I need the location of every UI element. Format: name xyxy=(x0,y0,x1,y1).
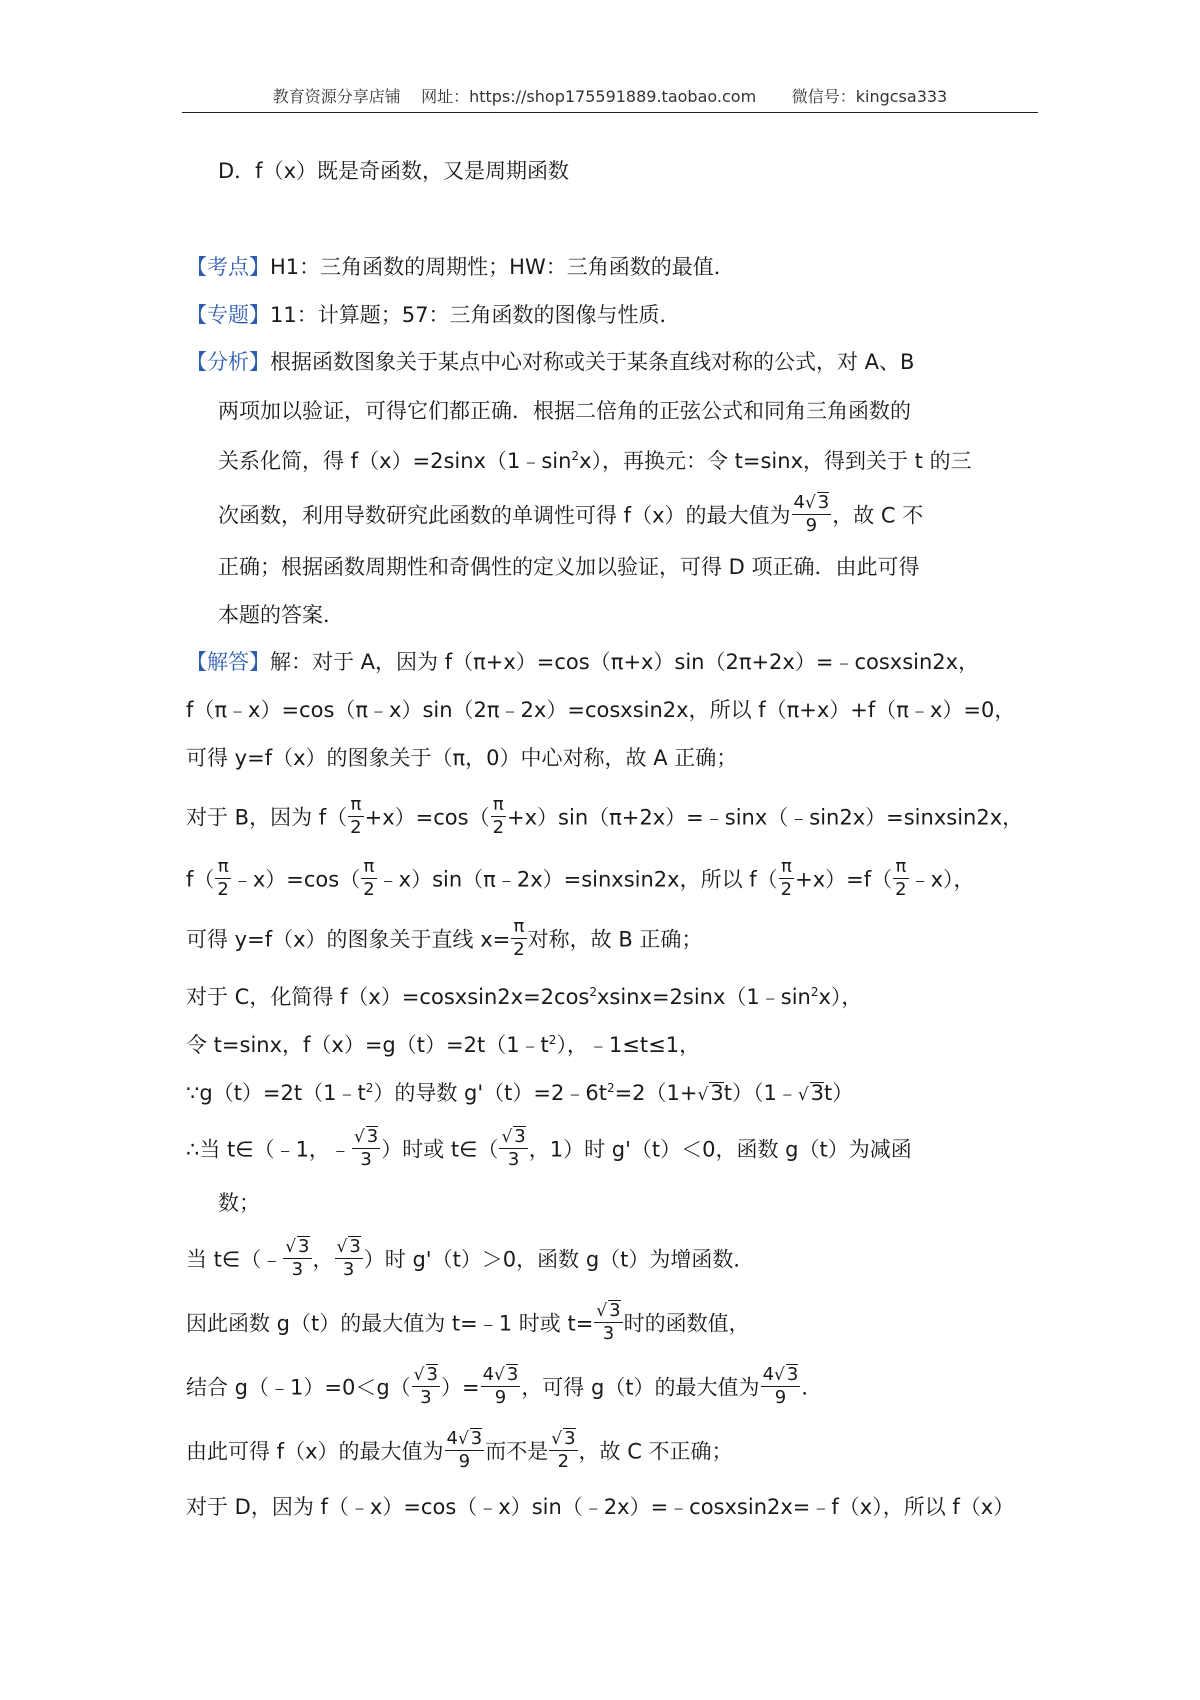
fenxi-line-6: 本题的答案． xyxy=(218,603,344,627)
math-text: 4 xyxy=(762,1364,775,1385)
math-text: 而不是 xyxy=(485,1439,549,1464)
math-text: 3 xyxy=(514,1126,526,1147)
jieda-line-16: 对于 D，因为 f（﹣x）=cos（﹣x）sin（﹣2x）=﹣cosxsin2x=﹣f（x），所以 f（x） xyxy=(186,1495,1015,1519)
jieda-line-6 xyxy=(186,918,702,963)
math-text: 3 xyxy=(710,1081,724,1105)
fenxi-line-2: 两项加以验证，可得它们都正确．根据二倍角的正弦公式和同角三角函数的 xyxy=(218,399,911,423)
fraction-pi-over-2 xyxy=(511,916,526,961)
fraction-numerator xyxy=(283,1236,311,1259)
math-text: xsinx=2sinx（1﹣sin xyxy=(597,985,811,1009)
math-text: 3 xyxy=(609,1300,621,1321)
fraction-numerator xyxy=(792,492,832,515)
math-text: 2 xyxy=(557,1451,570,1472)
math-text: ﹣x）=cos（ xyxy=(231,867,361,892)
math-text: 2 xyxy=(810,985,819,999)
math-text: 3 xyxy=(360,1149,372,1170)
fraction-numerator xyxy=(549,1428,577,1451)
fraction-root3-over-3 xyxy=(412,1364,440,1409)
page-header: 教育资源分享店铺 网址：https://shop175591889.taobao.com 微信号：kingcsa333 xyxy=(272,87,948,106)
math-text: 次函数，利用导数研究此函数的单调性可得 f（x）的最大值为 xyxy=(218,503,791,528)
math-text: 3 xyxy=(564,1428,576,1449)
kaodian-line xyxy=(186,252,735,282)
math-text: t） xyxy=(824,1081,854,1105)
math-text: 因此函数 g（t）的最大值为 t=﹣1 时或 t= xyxy=(186,1311,594,1336)
math-text: 根据函数图象关于某点中心对称或关于某条直线对称的公式，对 A、B xyxy=(270,350,915,374)
jieda-line-5 xyxy=(186,858,975,903)
fraction-pi-over-2 xyxy=(361,856,376,901)
fraction-numerator xyxy=(761,1364,801,1387)
math-text: 3 xyxy=(786,1364,799,1385)
math-text: √ xyxy=(336,1237,348,1257)
math-text: √ xyxy=(804,493,816,513)
fraction-4root3-over-9 xyxy=(445,1428,485,1473)
jieda-line-13 xyxy=(186,1302,750,1347)
math-text: 对于 C，化简得 f（x）=cosxsin2x=2cos xyxy=(186,985,590,1009)
math-text: 3 xyxy=(420,1387,432,1408)
fraction-4root3-over-9 xyxy=(481,1364,521,1409)
math-text: π xyxy=(348,794,363,817)
fraction-pi-over-2 xyxy=(348,794,363,839)
math-text: √ xyxy=(494,1365,505,1385)
fenxi-line-1 xyxy=(186,347,914,377)
math-text: ，1）时 g'（t）＜0，函数 g（t）为减函 xyxy=(528,1137,912,1162)
math-text: √ xyxy=(353,1127,365,1147)
math-text: 3 xyxy=(507,1149,520,1170)
math-text: ∴当 t∈（﹣1，﹣ xyxy=(186,1137,351,1162)
fenxi-tag: 【分析】 xyxy=(186,350,270,374)
fraction-numerator xyxy=(594,1300,622,1323)
math-text: =2（1+ xyxy=(614,1081,698,1105)
math-text: 3 xyxy=(342,1259,355,1280)
fenxi-line-4 xyxy=(218,494,923,539)
math-text: 9 xyxy=(805,515,818,536)
math-text: +x）=f（ xyxy=(795,867,893,892)
math-text: 3 xyxy=(366,1126,379,1147)
math-text: ），﹣1≤t≤1， xyxy=(556,1033,701,1057)
math-text: π xyxy=(215,856,230,879)
math-text: +x）=cos（ xyxy=(364,805,490,830)
fraction-numerator xyxy=(445,1428,485,1451)
math-text: 对称，故 B 正确； xyxy=(527,927,703,952)
fraction-pi-over-2 xyxy=(215,856,230,901)
math-text: 4 xyxy=(446,1428,458,1449)
math-text: √ xyxy=(697,1085,709,1105)
math-text: ，故 C 不 xyxy=(832,503,924,528)
math-text: 结合 g（﹣1）=0＜g（ xyxy=(186,1375,411,1400)
zhuanti-tag: 【专题】 xyxy=(186,303,270,327)
math-text: ）的导数 g'（t）=2﹣6t xyxy=(373,1081,607,1105)
jieda-line-4 xyxy=(186,796,1023,841)
fenxi-line-3 xyxy=(218,446,972,476)
fraction-root3-over-3 xyxy=(283,1236,311,1281)
math-text: √ xyxy=(501,1127,513,1147)
fraction-4root3-over-9 xyxy=(792,492,832,537)
math-text: x），再换元：令 t=sinx，得到关于 t 的三 xyxy=(579,449,972,473)
math-text: π xyxy=(511,916,526,939)
math-text: √ xyxy=(285,1237,297,1257)
zhuanti-text: 11：计算题；57：三角函数的图像与性质． xyxy=(270,303,681,327)
fraction-root3-over-3 xyxy=(594,1300,622,1345)
math-text: f（ xyxy=(186,867,215,892)
math-text: π xyxy=(361,856,376,879)
fraction-root3-over-3 xyxy=(352,1126,380,1171)
option-d: D．f（x）既是奇函数，又是周期函数 xyxy=(218,159,569,183)
math-text: ﹣x）sin（π﹣2x）=sinxsin2x，所以 f（ xyxy=(377,867,778,892)
math-text: ， xyxy=(312,1247,334,1272)
math-text: 3 xyxy=(602,1323,615,1344)
fraction-pi-over-2 xyxy=(779,856,794,901)
fraction-pi-over-2 xyxy=(893,856,908,901)
jieda-line-2: f（π﹣x）=cos（π﹣x）sin（2π﹣2x）=cosxsin2x，所以 f（π+x）+f（π﹣x）=0， xyxy=(186,698,1016,722)
zhuanti-line xyxy=(186,300,680,330)
math-text: 2 xyxy=(350,817,362,838)
math-text: ，故 C 不正确； xyxy=(578,1439,733,1464)
fraction-numerator xyxy=(499,1126,527,1149)
math-text: ）时或 t∈（ xyxy=(381,1137,499,1162)
jieda-line-15 xyxy=(186,1430,733,1475)
fraction-numerator xyxy=(481,1364,521,1387)
math-text: 3 xyxy=(349,1236,361,1257)
math-text: 2 xyxy=(589,985,597,999)
math-text: π xyxy=(491,794,506,817)
jieda-line-1 xyxy=(186,647,979,677)
jieda-line-9 xyxy=(186,1078,853,1110)
jieda-line-10 xyxy=(186,1128,912,1173)
jieda-line-14 xyxy=(186,1366,822,1411)
math-text: 令 t=sinx，f（x）=g（t）=2t（1﹣t xyxy=(186,1033,549,1057)
header-rule xyxy=(182,112,1038,113)
math-text: ）时 g'（t）＞0，函数 g（t）为增函数． xyxy=(363,1247,755,1272)
math-text: π xyxy=(893,856,908,879)
fraction-pi-over-2 xyxy=(491,794,506,839)
math-text: 由此可得 f（x）的最大值为 xyxy=(186,1439,444,1464)
math-text: 2 xyxy=(780,879,793,900)
math-text: 2 xyxy=(217,879,229,900)
math-text: √ xyxy=(413,1365,425,1385)
math-text: √ xyxy=(457,1429,469,1449)
math-text: 9 xyxy=(458,1451,471,1472)
math-text: 3 xyxy=(506,1364,519,1385)
jieda-line-3: 可得 y=f（x）的图象关于（π，0）中心对称，故 A 正确； xyxy=(186,746,738,770)
jieda-tag: 【解答】 xyxy=(186,650,270,674)
math-text: 2 xyxy=(363,879,375,900)
fraction-4root3-over-9 xyxy=(761,1364,801,1409)
math-text: 时的函数值， xyxy=(623,1311,750,1336)
math-text: 3 xyxy=(298,1236,310,1257)
math-text: ． xyxy=(801,1375,823,1400)
math-text: π xyxy=(779,856,794,879)
jieda-line-7 xyxy=(186,982,862,1012)
math-text: 9 xyxy=(774,1387,787,1408)
math-text: 4 xyxy=(793,492,805,513)
jieda-line-8 xyxy=(186,1030,700,1060)
math-text: √ xyxy=(551,1429,563,1449)
math-text: 3 xyxy=(817,492,830,513)
math-text: 4 xyxy=(482,1364,495,1385)
math-text: 2 xyxy=(606,1081,615,1095)
fraction-numerator xyxy=(412,1364,440,1387)
math-text: √ xyxy=(774,1365,785,1385)
math-text: 3 xyxy=(291,1259,304,1280)
math-text: 可得 y=f（x）的图象关于直线 x= xyxy=(186,927,511,952)
fraction-root3-over-2 xyxy=(549,1428,577,1473)
math-text: 2 xyxy=(548,1033,557,1047)
math-text: 3 xyxy=(810,1081,825,1105)
math-text: √ xyxy=(797,1085,809,1105)
kaodian-tag: 【考点】 xyxy=(186,255,270,279)
fraction-root3-over-3 xyxy=(335,1236,363,1281)
math-text: 对于 B，因为 f（ xyxy=(186,805,348,830)
fenxi-line-5: 正确；根据函数周期性和奇偶性的定义加以验证，可得 D 项正确．由此可得 xyxy=(218,555,920,579)
math-text: x）， xyxy=(818,985,863,1009)
math-text: 当 t∈（﹣ xyxy=(186,1247,283,1272)
math-text: 2 xyxy=(365,1081,374,1095)
math-text: √ xyxy=(596,1301,608,1321)
jieda-line-12 xyxy=(186,1238,754,1283)
fraction-numerator xyxy=(335,1236,363,1259)
math-text: +x）sin（π+2x）=﹣sinx（﹣sin2x）=sinxsin2x， xyxy=(507,805,1024,830)
math-text: 9 xyxy=(494,1387,507,1408)
math-text: ）= xyxy=(440,1375,480,1400)
math-text: 关系化简，得 f（x）=2sinx（1﹣sin xyxy=(218,449,572,473)
fraction-root3-over-3 xyxy=(499,1126,527,1171)
math-text: 2 xyxy=(571,449,580,463)
kaodian-text: H1：三角函数的周期性；HW：三角函数的最值． xyxy=(270,255,735,279)
math-text: 3 xyxy=(470,1428,483,1449)
math-text: 2 xyxy=(492,817,505,838)
math-text: ，可得 g（t）的最大值为 xyxy=(521,1375,760,1400)
math-text: ∵g（t）=2t（1﹣t xyxy=(186,1081,366,1105)
jieda-line-11: 数； xyxy=(218,1191,260,1215)
math-text: 3 xyxy=(426,1364,438,1385)
math-text: t）（1﹣ xyxy=(723,1081,798,1105)
math-text: 解：对于 A，因为 f（π+x）=cos（π+x）sin（2π+2x）=﹣cosxsin2x， xyxy=(270,650,980,674)
math-text: 2 xyxy=(895,879,907,900)
fraction-numerator xyxy=(352,1126,380,1149)
math-text: ﹣x）， xyxy=(909,867,975,892)
math-text: 2 xyxy=(513,939,525,960)
